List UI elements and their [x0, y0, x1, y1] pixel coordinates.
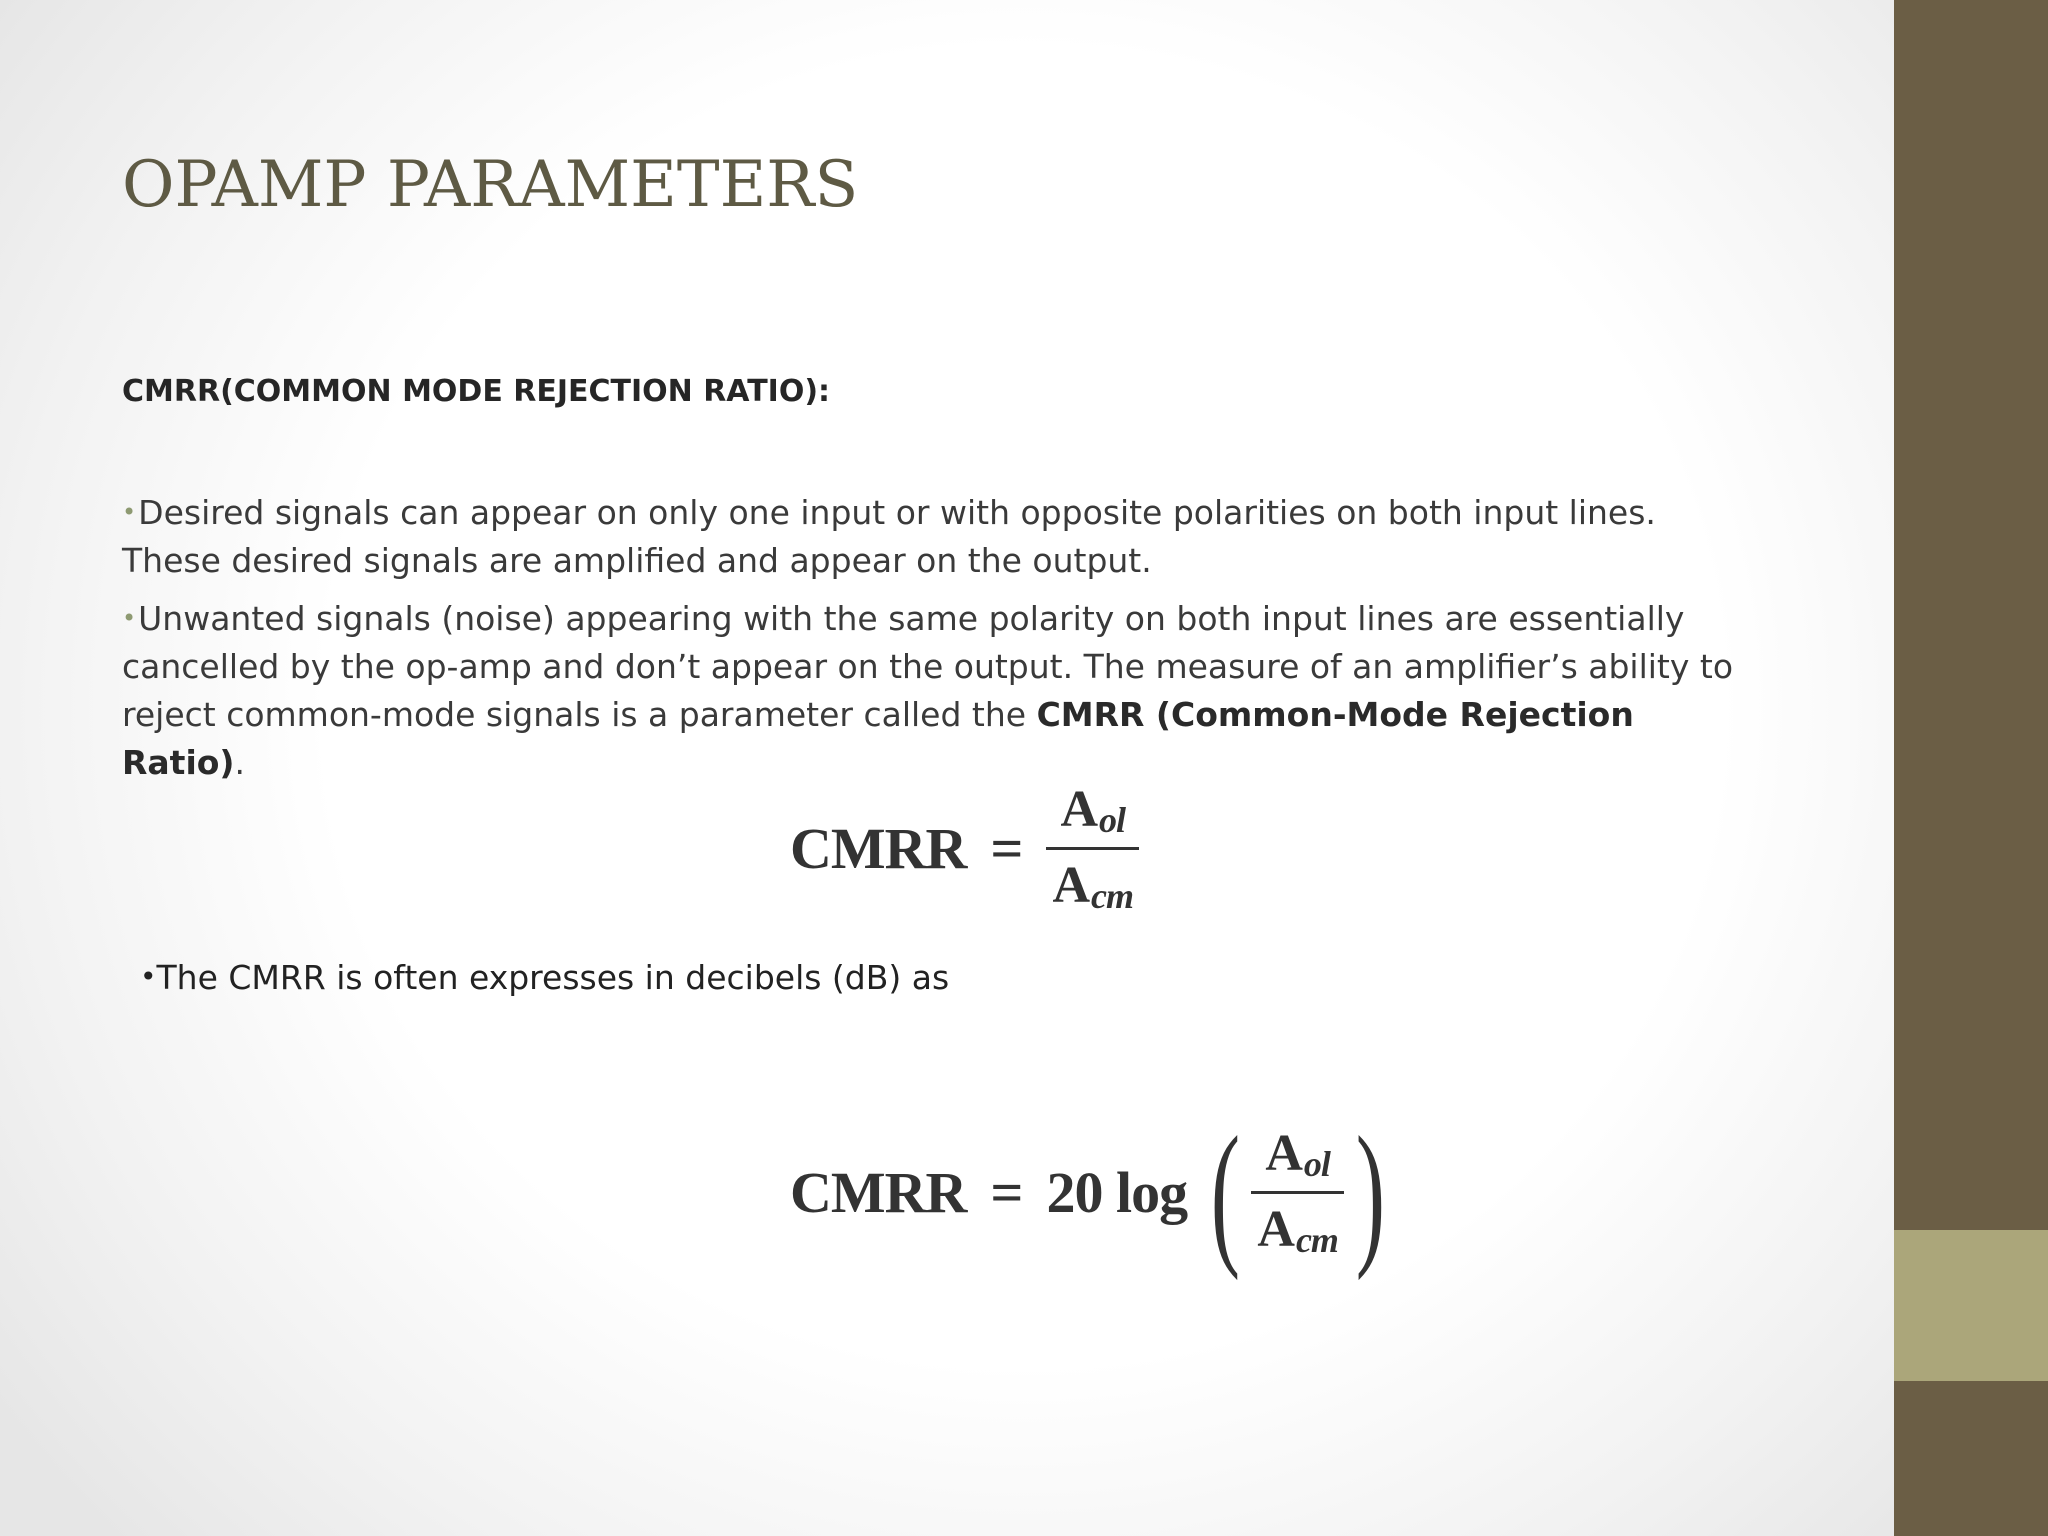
denominator-subscript: cm — [1295, 1219, 1338, 1260]
formula-equals: = — [990, 1159, 1023, 1225]
denominator-subscript: cm — [1091, 875, 1134, 916]
formula-equals: = — [990, 815, 1023, 881]
section-heading: CMRR(COMMON MODE REJECTION RATIO): — [122, 374, 831, 409]
denominator-base: A — [1052, 856, 1090, 914]
formula-fraction — [1046, 780, 1139, 917]
formula-lhs: CMRR — [790, 815, 967, 881]
numerator-subscript: ol — [1303, 1143, 1330, 1184]
formula-fraction — [1251, 1124, 1344, 1261]
cmrr-db-formula — [790, 1103, 1396, 1281]
side-bar-accent — [1894, 1230, 2048, 1381]
db-bullet — [140, 958, 949, 997]
bullet-end: . — [234, 743, 246, 782]
right-paren: ) — [1355, 1103, 1385, 1281]
numerator-subscript: ol — [1099, 799, 1126, 840]
numerator-base: A — [1060, 780, 1098, 838]
bullet-item — [122, 488, 1742, 585]
bullet-list — [122, 488, 1742, 796]
fraction-numerator — [1259, 1124, 1336, 1191]
bullet-text: Unwanted signals (noise) appearing with the same polarity on both input lines are essentially cancelled by the op-amp and don’t appear on the output. The measure of an amplifier’s ability to reject common-mode signals is a parameter called the — [122, 599, 1734, 734]
fraction-denominator — [1251, 1194, 1344, 1261]
fraction-numerator — [1054, 780, 1131, 847]
formula-lhs: CMRR — [790, 1159, 967, 1225]
bullet-bold-term: CMRR (Common-Mode Rejection Ratio) — [122, 695, 1634, 782]
formula-constant: 20 log — [1046, 1159, 1188, 1225]
cmrr-ratio-formula — [790, 768, 1139, 928]
bullet-dot: • — [122, 498, 137, 526]
fraction-denominator — [1046, 850, 1139, 917]
numerator-base: A — [1265, 1124, 1302, 1182]
bullet-dot: • — [122, 604, 137, 632]
db-bullet-text: The CMRR is often expresses in decibels (dB) as — [156, 958, 950, 997]
slide-title: OPAMP PARAMETERS — [122, 148, 859, 222]
bullet-item — [122, 594, 1742, 787]
left-paren: ( — [1210, 1103, 1240, 1281]
bullet-text: Desired signals can appear on only one input or with opposite polarities on both input lines. These desired signals are amplified and appear on the output. — [122, 493, 1656, 580]
bullet-dot: • — [140, 960, 157, 993]
denominator-base: A — [1257, 1200, 1294, 1258]
